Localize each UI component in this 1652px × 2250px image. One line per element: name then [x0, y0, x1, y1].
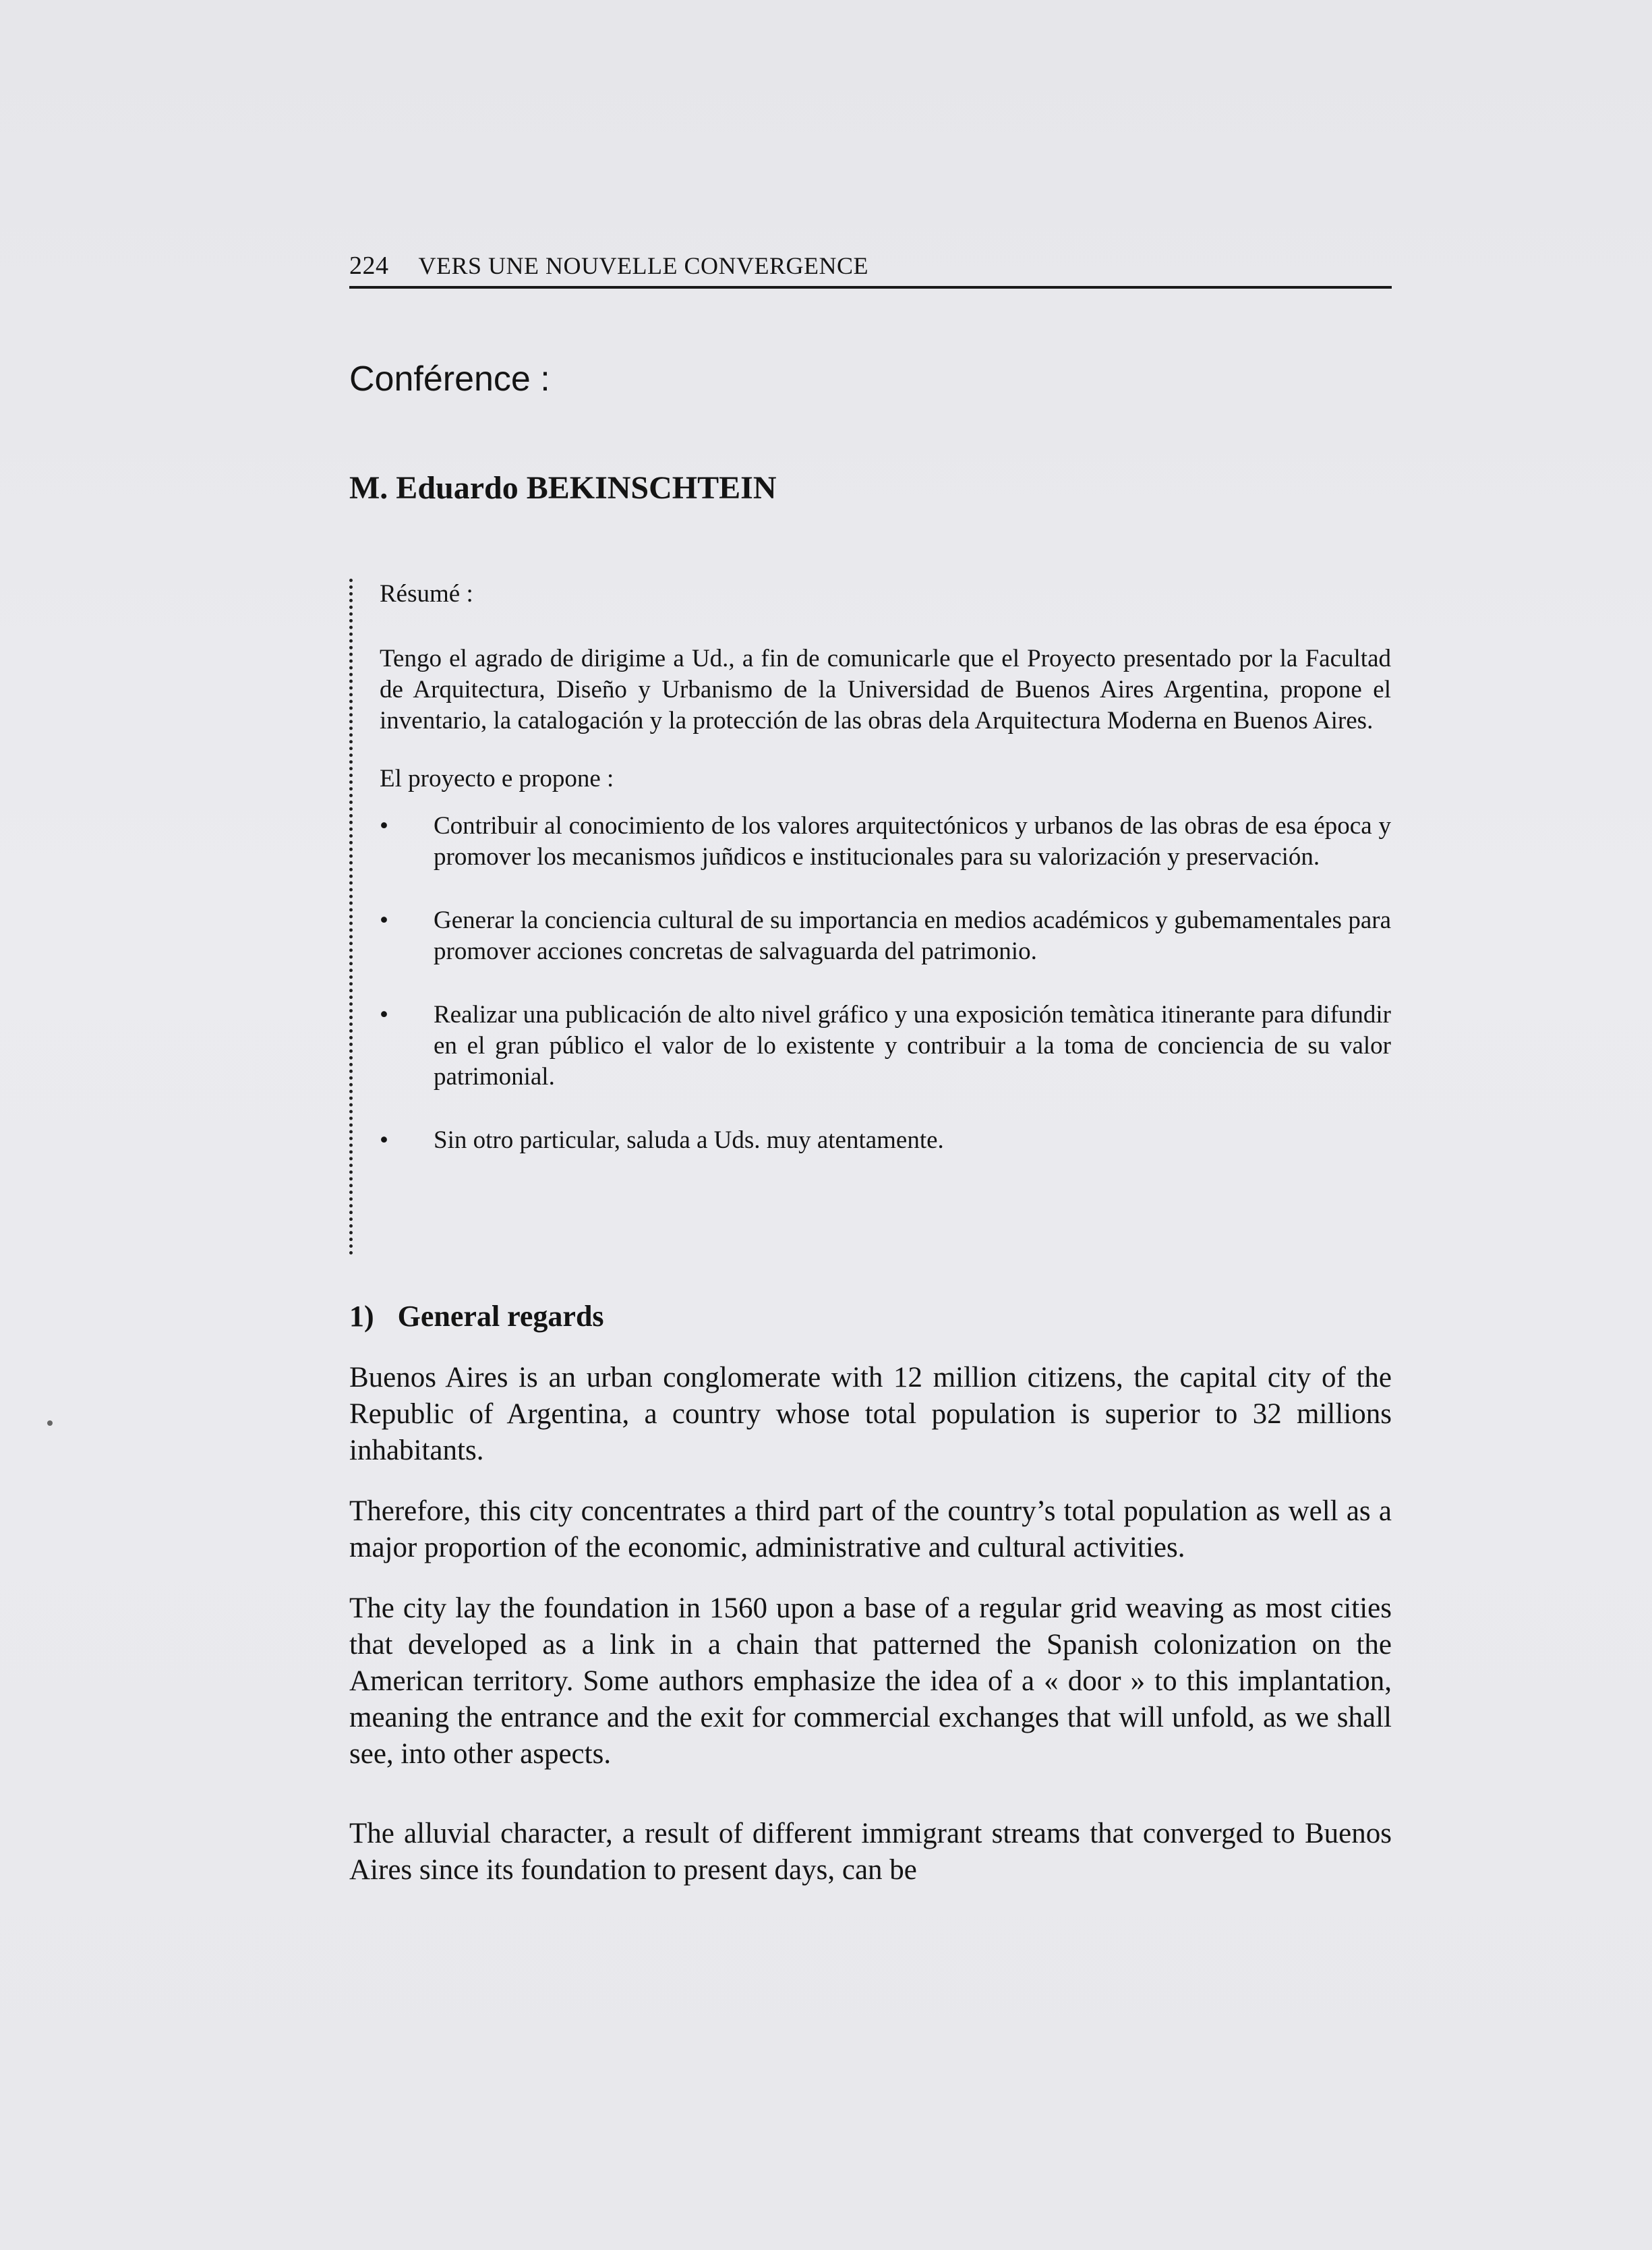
resume-box: [349, 579, 1396, 1255]
section-title: General regards: [397, 1300, 604, 1333]
running-title: VERS UNE NOUVELLE CONVERGENCE: [418, 252, 868, 279]
paragraph: The city lay the foundation in 1560 upon a base of a regular grid weaving as most cities that developed as a link in a chain that patterned the Spanish colonization on the American territory. Some authors emphasize the idea of a « door » to this implantation, meaning the entrance and the exit for commercial exchanges that will unfold, as we shall see, into other aspects.: [349, 1592, 1392, 1770]
list-item: [380, 905, 1391, 967]
list-item-text: Sin otro particular, saluda a Uds. muy atentamente.: [434, 1126, 944, 1154]
bullet-icon: •: [380, 812, 388, 840]
resume-intro: Tengo el agrado de dirigime a Ud., a fin de comunicarle que el Proyecto presentado por la Facultad de Arquitectura, Diseño y Urbanismo de la Universidad de Buenos Aires Argentina, propone el inventario, la catalogación y la protección de las obras dela Arquitectura Moderna en Buenos Aires.: [380, 645, 1391, 734]
resume-label: Résumé :: [380, 580, 473, 608]
resume-lead: El proyecto e propone :: [380, 765, 614, 792]
section-number: 1): [349, 1300, 374, 1333]
running-header: [349, 251, 1392, 289]
list-item: [380, 811, 1391, 873]
stray-mark: [47, 1420, 53, 1426]
list-item: [380, 1125, 1391, 1156]
section-heading: [349, 1299, 604, 1333]
list-item-text: Contribuir al conocimiento de los valores arquitectónicos y urbanos de las obras de esa época y promover los mecanismos juñdicos e institucionales para su valorización y preservación.: [434, 812, 1391, 871]
list-item-text: Generar la conciencia cultural de su importancia en medios académicos y gubemamentales para promover acciones concretas de salvaguarda del patrimonio.: [434, 906, 1391, 965]
list-item-text: Realizar una publicación de alto nivel gráfico y una exposición temàtica itinerante para difundir en el gran público el valor de lo existente y contribuir a la toma de conciencia de su valor patrimonial.: [434, 1001, 1391, 1091]
list-item: [380, 1000, 1391, 1093]
bullet-icon: •: [380, 1126, 388, 1154]
body-text: [349, 1360, 1392, 1913]
author-name: M. Eduardo BEKINSCHTEIN: [349, 470, 777, 506]
paragraph: Therefore, this city concentrates a third part of the country’s total population as well as a major proportion of the economic, administrative and cultural activities.: [349, 1495, 1392, 1563]
bullet-icon: •: [380, 906, 388, 934]
paragraph: The alluvial character, a result of different immigrant streams that converged to Buenos Aires since its foundation to present days, can be: [349, 1818, 1392, 1886]
resume-list: [380, 811, 1391, 1156]
conference-label: Conférence :: [349, 359, 550, 399]
bullet-icon: •: [380, 1001, 388, 1029]
paragraph: Buenos Aires is an urban conglomerate with 12 million citizens, the capital city of the Republic of Argentina, a country whose total population is superior to 32 millions inhabitants.: [349, 1362, 1392, 1466]
page-number: 224: [349, 252, 389, 280]
